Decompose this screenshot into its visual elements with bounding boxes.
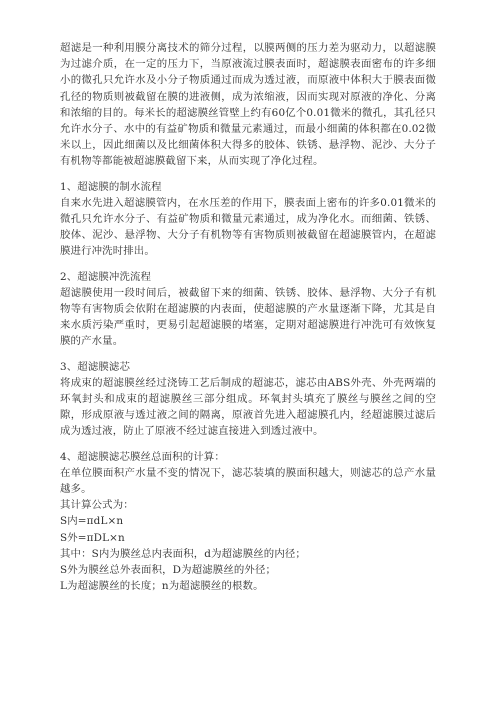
section-3-body: 将成束的超滤膜丝经过浇铸工艺后制成的超滤芯，滤芯由ABS外壳、外壳两端的环氧封头和成束的超滤膜丝三部分组成。环氧封头填充了膜丝与膜丝之间的空隙，形成原液与透过液之间的隔离，原液首先进入超滤膜孔内，经超滤膜过滤后成为透过液，防止了原液不经过滤直接进入到透过液中。	[60, 376, 436, 438]
section-3-heading: 3、超滤膜滤芯	[60, 360, 131, 373]
section-2-body: 超滤膜使用一段时间后，被截留下来的细菌、铁锈、胶体、悬浮物、大分子有机物等有害物质会依附在超滤膜的内表面，使超滤膜的产水量逐渐下降，尤其是自来水质污染严重时，更易引起超滤膜的堵塞，定期对超滤膜进行冲洗可有效恢复膜的产水量。	[60, 286, 436, 348]
intro-paragraph: 超滤是一种利用膜分离技术的筛分过程，以膜两侧的压力差为驱动力，以超滤膜为过滤介质，在一定的压力下，当原液流过膜表面时，超滤膜表面密布的许多细小的微孔只允许水及小分子物质通过而成为透过液，而原液中体积大于膜表面微孔径的物质则被截留在膜的进液侧，成为浓缩液，因而实现对原液的净化、分离和浓缩的目的。每米长的超滤膜丝管壁上约有60亿个0.01微米的微孔，其孔径只允许水分子、水中的有益矿物质和微量元素通过，而最小细菌的体积都在0.02微米以上，因此细菌以及比细菌体积大得多的胶体、铁锈、悬浮物、泥沙、大分子有机物等都能被超滤膜截留下来，从而实现了净化过程。	[60, 42, 436, 168]
formula-definition-length: L为超滤膜丝的长度；n为超滤膜丝的根数。	[60, 580, 264, 593]
section-1-body: 自来水先进入超滤膜管内，在水压差的作用下，膜表面上密布的许多0.01微米的微孔只允许水分子、有益矿物质和微量元素通过，成为净化水。而细菌、铁锈、胶体、泥沙、悬浮物、大分子有机物等有害物质则被截留在超滤膜管内，在超滤膜进行冲洗时排出。	[60, 196, 436, 258]
formula-definition-inner: 其中：S内为膜丝总内表面积，d为超滤膜丝的内径；	[60, 547, 306, 560]
formula-definition-outer: S外为膜丝总外表面积，D为超滤膜丝的外径；	[60, 564, 277, 577]
formula-outer-area: S外=πDL×n	[60, 531, 125, 544]
formula-inner-area: S内=πdL×n	[60, 515, 124, 528]
section-4-heading: 4、超滤膜滤芯膜丝总面积的计算：	[60, 450, 225, 463]
document-page	[60, 40, 436, 595]
section-1-heading: 1、超滤膜的制水流程	[60, 180, 162, 193]
section-2-heading: 2、超滤膜冲洗流程	[60, 270, 152, 283]
section-4-body: 在单位膜面积产水量不变的情况下，滤芯装填的膜面积越大，则滤芯的总产水量越多。	[60, 466, 436, 496]
formula-intro-line: 其计算公式为：	[60, 499, 134, 512]
